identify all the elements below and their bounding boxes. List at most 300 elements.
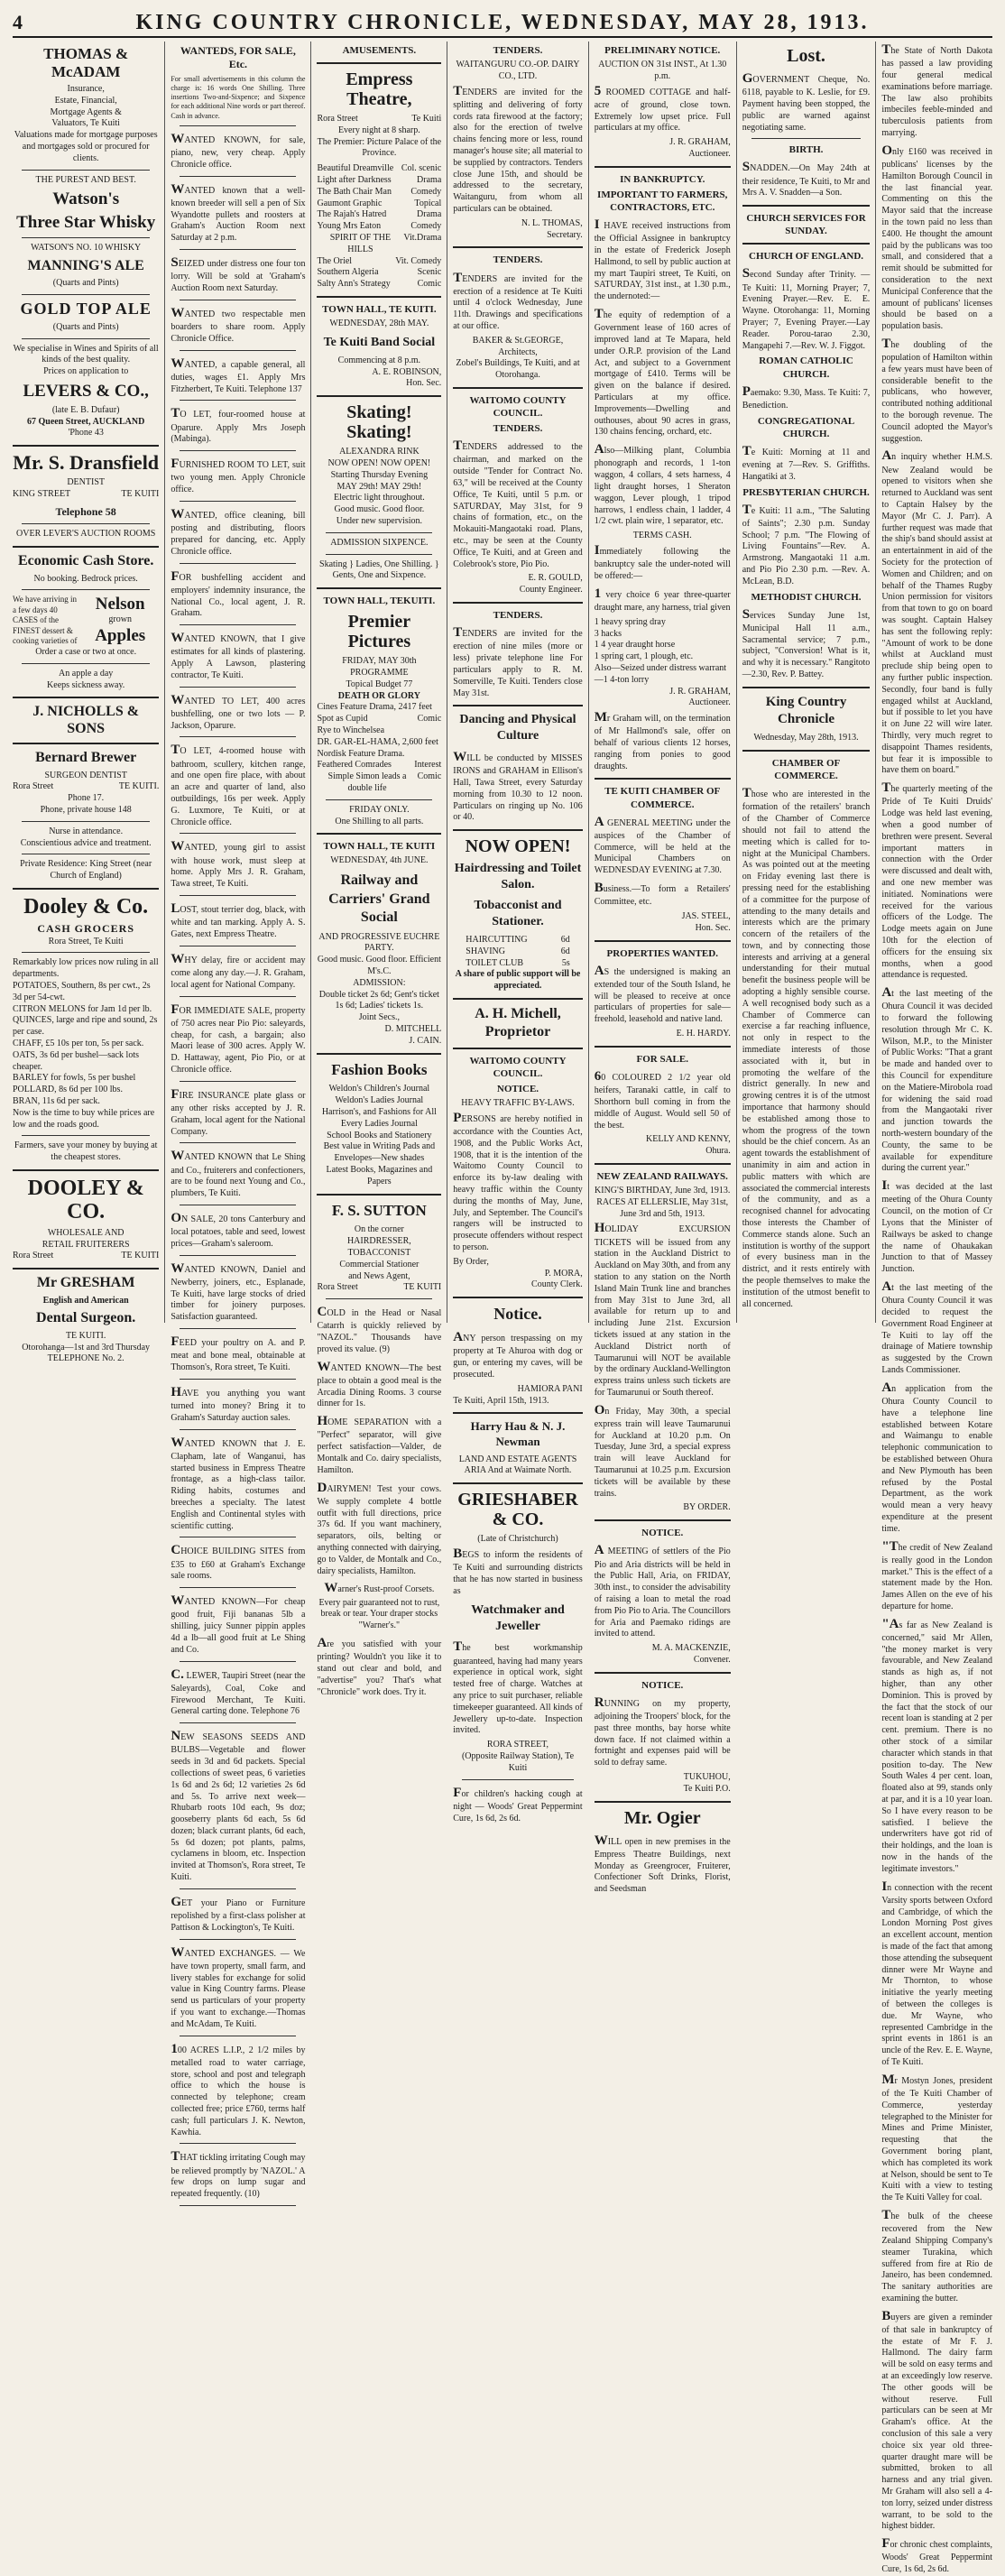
divider [180,400,296,401]
classified-ad: GET your Piano or Furniture repolished by a first-class polisher at Pattison & Lockington's, Te Kuiti. [171,1894,306,1933]
purest-best: THE PUREST AND BEST. [35,174,136,185]
te-kuiti: TE KUITI [403,1282,442,1293]
for-sale-heading: FOR SALE. [636,1053,688,1065]
thomas-line: Estate, Financial, [54,95,117,106]
row-label: Nordisk Feature Drama. [317,748,405,759]
column-4 [447,42,587,1824]
rora-street: Rora Street [317,114,358,125]
divider [22,523,150,524]
rora-street: RORA STREET, [486,1740,549,1750]
divider [462,1779,573,1780]
skating-heading: Skating! Skating! [346,402,412,443]
divider [317,587,441,589]
tender-ad: TENDERS addressed to the chairman, and marked on the outside "Tender for Contract No. 63," will be received at the County Office, Te Kuiti, until 5 p.m. or SATURDAY, May 31st, for 9 chains of formation, etc., on the Mokauiti-Mangaotaki road. Plans, etc., may be seen at the County Office, Te Kuiti, and at Green and Colebrook's store, Pio Pio. [453,439,583,569]
alexandra-rink: ALEXANDRA RINK [339,447,420,457]
divider [595,940,731,942]
cottage-ad: 5 ROOMED COTTAGE and half-acre of ground, close town. Extremely low upset price. Full particulars at my office. [594,83,731,134]
empress-heading: Empress Theatre, [346,69,413,110]
newspaper-title: KING COUNTRY CHRONICLE, WEDNESDAY, MAY 28, 1913. [135,11,870,34]
signature: N. L. THOMAS, [521,217,583,228]
sutton-line: Commercial Stationer [339,1259,420,1270]
programme-item [317,256,441,268]
classified-ad: WANTED KNOWN, that I give estimates for all kinds of plastering. Apply A Lawson, plastering contractor, Te Kuiti. [171,631,306,680]
watsons-heading: Watson's [52,189,120,209]
price-item: BRAN, 11s 6d per sack. [13,1096,100,1106]
fashion-item: School Books and Stationery [327,1130,432,1140]
items-list [595,617,731,687]
divider [326,1298,432,1299]
page-number: 4 [13,11,23,33]
divider [180,624,296,625]
divider [326,554,432,555]
joint-secs: Joint Secs., [358,1012,400,1023]
divider [326,532,432,533]
divider [13,546,159,548]
signature: KELLY AND KENNY, [646,1134,731,1145]
programme-item [317,267,441,279]
divider [453,998,582,1000]
cash-grocers: CASH GROCERS [37,922,135,936]
surgeon-dentist: SURGEON DENTIST [44,770,127,780]
column-5 [588,42,736,1895]
one-shilling: One Shilling to all parts. [335,816,424,826]
tenders-heading: TENDERS. [493,423,543,435]
news-paragraph: At the last meeting of the Ohura Council it was decided to forward the following resolution through Mr C. K. Wilson, M.P., to the Minister of Public Works: "That a grant be made and handed over to this Council for expenditure on the Matiere-Mirobola road for widening the said road from the Mangaotaki river and junction towards the north-western boundary of the County, the same to be available for expenditure during the current year." [881,985,993,1174]
sale-item: 1 4 year draught horse [594,640,676,651]
divider [453,387,582,389]
rora-street: Rora Street [317,1282,358,1293]
divider [13,697,159,698]
brewer-heading: Bernard Brewer [35,750,137,766]
railway-social-heading: Railway and Carriers' Grand Social [328,873,430,926]
divider [595,1801,731,1803]
otorohanga: Otorohanga—1st and 3rd Thursday [22,1342,151,1353]
divider [453,246,582,248]
watchmaker-heading: Watchmaker and Jeweller [471,1602,565,1633]
signature: J. R. GRAHAM, [669,686,731,697]
conscientious: Conscientious advice and treatment. [20,837,152,848]
row-value: Drama [417,175,442,186]
row-label: Young Mrs Eaton [317,221,382,232]
electric: Electric light throughout. [333,493,425,503]
divider [22,294,150,295]
news-paragraph: Mr Mostyn Jones, president of the Te Kuiti Chamber of Commerce, yesterday telegraphed to the Minister for Mines and Prime Minister, requesting that the Government boring plant, which has completed its work at Nelson, should be sent to Te Kuiti with a view to testing the Te Kuiti Valley for coal. [881,2072,993,2203]
classified-ad: WANTED EXCHANGES. — We have town property, small farm, and livery stables for exchange for solid value in King Country farms. Please send us particulars of your property if you want to exchange.—Thomas and McAdam, Te Kuiti. [171,1944,306,2029]
coe-text: Second Sunday after Trinity. — Te Kuiti: 11, Morning Prayer; 7, Evening Prayer.—Rev. E. E. Wayne. Otorohanga: 11, Morning Prayer; 7, Evening Prayer.—Lay Reader. Porou-tarao 2.30, Mangapehi 7.—Rev. W. J. Figgot. [742,266,871,351]
columns [7,42,998,2575]
programme-item [317,163,441,175]
hon-sec: Hon. Sec. [406,378,442,389]
michell-heading: A. H. Michell, Proprietor [475,1005,561,1040]
divider [22,170,150,171]
nelson-word: Nelson [95,595,145,614]
birthday: KING'S BIRTHDAY, June 3rd, 1913. [595,1185,731,1196]
under-new: Under new supervision. [336,515,422,526]
divider [13,1169,159,1171]
signature: E. H. HARDY. [676,1029,731,1039]
rora-street: Rora Street [13,1251,54,1261]
divider [180,249,296,250]
pres-heading: PRESBYTERIAN CHURCH. [742,486,870,498]
price-row [466,935,569,946]
races: RACES AT ELLERSLIE, May 31st, June 3rd and 5th, 1913. [596,1196,729,1219]
signature-role: County Engineer. [519,585,583,596]
row-label: Beautiful Dreamville [317,163,394,174]
wholesale: WHOLESALE AND [47,1227,124,1238]
te-kuiti: TE KUITI [121,489,160,500]
te-kuiti: TE KUITI. [65,1330,106,1341]
double-ticket: Double ticket 2s 6d; Gent's ticket 1s 6d; Ladies' tickets 1s. [318,989,439,1011]
band-social-heading: Te Kuiti Band Social [323,335,436,349]
wed-4: WEDNESDAY, 4th JUNE. [330,855,429,866]
cong-text: Te Kuiti: Morning at 11 and evening at 7—Rev. S. Griffiths. Hangatiki at 3. [742,443,871,482]
news-paragraph: Only £160 was received in publicans' licenses by the Hamilton Borough Council in the last financial year. Commenting on this the Mayor said that the increase in the town paid no less than £400. He thought the amount paid by the publicans was too small, and considered that a remit should be submitted for consideration to the next Municipal Conference that the amount of publicans' licenses should be based on a population basis. [881,143,993,332]
fashion-item: Latest Books, Magazines and Papers [326,1164,433,1186]
fashion-list [317,1084,441,1187]
signature: M. A. MACKENZIE, [651,1643,731,1654]
price-item: OATS, 3s 6d per bushel—sack lots cheaper. [13,1049,139,1072]
friday-ad: On Friday, May 30th, a special express train will leave Taumarunui for Auckland at 10.20 p.m. On Tuesday, June 3rd, a special express train will leave Auckland for Taumarunui at 10.25 p.m. Excursion tickets will be available by these trains. [594,1402,731,1499]
divider [180,2205,296,2206]
classified-ad: THAT tickling irritating Cough may be relieved promptly by 'NAZOL.' A few drops on lump sugar and repeated frequently. (10) [171,2149,306,2200]
classified-ad: ON SALE, 20 tons Canterbury and local potatoes, table and seed, lowest prices—Graham's saleroom. [171,1210,306,1249]
classified-ad: WANTED TO LET, 400 acres bushfelling, one or two lots — P. Jackson, Oparure. [171,692,306,731]
classified-ad: WANTED KNOWN, Daniel and Newberry, joiners, etc., Esplanade, Te Kuiti, have large stocks of dried timber for joinery purposes. Satisfaction guaranteed. [171,1260,306,1323]
now-open-heading: NOW OPEN! [465,836,571,857]
row-label: TOILET CLUB [466,957,524,968]
address-row [13,781,159,793]
sale-item: 1 spring cart, 1 plough, etc. [594,651,694,662]
divider [180,1255,296,1256]
nzr-heading: NEW ZEALAND RAILWAYS. [596,1170,728,1182]
signature-role: Hon. Sec. [695,922,731,933]
commencing: Commencing at 8 p.m. [337,355,421,365]
row-value: Comic [417,279,442,290]
town-hall3-heading: TOWN HALL, TE KUITI [323,841,436,853]
divider [180,687,296,688]
programme-item [317,737,441,749]
kcc-heading: King Country Chronicle [765,694,847,726]
terms: TERMS CASH. [632,531,692,541]
bankruptcy-heading: IN BANKRUPTCY. [620,173,705,185]
programme-item [317,221,441,233]
wanteds-heading: WANTEDS, FOR SALE, Etc. [180,44,296,71]
friday-only: FRIDAY ONLY. [349,804,410,815]
dairymen-ad: DAIRYMEN! Test your cows. We supply complete 4 bottle outfit with full directions, price 37s 6d. If you want machinery, separators, oils, belting or anything connected with dairying, go to Valder, de Montalk and Co., dairy specialists, Hamilton. [317,1480,442,1576]
dentist-label: DENTIST [67,477,105,488]
divider [180,176,296,177]
tender-ad: TENDERS are invited for the erection of a residence at Te Kuiti until 4 o'clock Wednesday, June 11th. Drawings and specifications at our office. [453,270,583,332]
zobel: Zobel's Buildings, Te Kuiti, and at Otorohanga. [456,358,580,381]
may-29: MAY 29th! MAY 29th! [337,481,422,492]
rc-text: Paemako: 9.30, Mass. Te Kuiti: 7, Benediction. [742,383,871,411]
divider [595,778,731,780]
divider [317,1053,441,1055]
address-row [13,1251,159,1262]
divider [317,395,441,397]
classified-ad: WANTED two respectable men boarders to share room. Apply Chronicle Office. [171,305,306,344]
hairdressing-heading: Hairdressing and Toilet Salon. [454,862,582,892]
waitomo2-heading: WAITOMO COUNTY COUNCIL. [469,1055,567,1079]
price-item: Remarkably low prices now ruling in all departments. [13,957,159,980]
death-or-glory: DEATH OR GLORY [337,690,420,701]
cheque-ad: GOVERNMENT Cheque, No. 6118, payable to K. Leslie, for £9. Payment having been stopped, the public are warned against negotiating same. [742,71,871,133]
programme-item [317,209,441,221]
address-row [317,1282,441,1294]
row-value: 5s [561,957,570,968]
news-paragraph: The doubling of the population of Hamilton within a few years must have been of considerable benefit to the publicans, who however, contributed nothing additional to the borough revenue. The Council adopted the Mayor's suggestion. [881,336,993,444]
divider [453,1412,582,1414]
dooley-heading: Dooley & Co. [23,894,149,919]
news-paragraph: "The credit of New Zealand is really good in the London market." This is the effect of a statement made by the Hon. James Allen on the eve of his departure for home. [881,1538,993,1611]
row-label: Cines Feature Drama, 2417 feet [317,702,432,713]
topical-budget: Topical Budget 77 [346,679,413,689]
sale-item: 3 hacks [594,628,622,639]
sutton-line: and News Agent, [348,1270,410,1281]
ogier-heading: Mr. Ogier [623,1807,701,1828]
starting: Starting Thursday Evening [330,469,429,480]
programme-item [317,702,441,714]
classified-ad: FEED your poultry on A. and P. meat and bone meal, obtainable at Thomson's, Rora street, Te Kuiti. [171,1334,306,1373]
programme-item [317,725,441,737]
classified-ad: TO LET, four-roomed house at Oparure. Apply Mrs Joseph (Mabinga). [171,406,306,445]
divider [180,996,296,997]
private-residence: Private Residence: King Street (near Church of England) [20,859,152,882]
row-label: HAIRCUTTING [466,934,528,945]
te-kuiti: Te Kuiti [411,114,442,125]
premier-pictures-heading: Premier Pictures [347,612,411,652]
classified-ad: CHOICE BUILDING SITES from £35 to £60 at Graham's Exchange sale rooms. [171,1543,306,1582]
tenders-heading: TENDERS. [493,610,543,622]
bylaw-ad: PERSONS are hereby notified in accordance with the Counties Act, 1908, and the Public Works Act, 1908, that it is the intention of the Waitomo County Council to enforce its by-law dealing with heavy traffic within the County during the months of May, June, July, and September. The Council's rangers will be instructed to prosecute offenders without respect to person. [453,1110,583,1253]
column-2 [164,42,310,2200]
row-value: Comedy [410,186,442,197]
divider [180,563,296,564]
divider [180,1587,296,1588]
snadden-ad: SNADDEN.—On May 24th at their residence, Te Kuiti, to Mr and Mrs A. V. Snadden—a Son. [742,160,871,199]
auction-line: AUCTION ON 31st INST., At 1.30 p.m. [598,60,727,81]
printing-ad: Are you satisfied with your printing? Wouldn't you like it to stand out clear and bold, and "advertise" you? That's what "Chronicle" work does. Try it. [317,1635,442,1697]
row-label: Rye to Winchelsea [317,725,385,736]
price-item: POTATOES, Southern, 8s per cwt., 2s 3d per 54-cwt. [13,981,151,1002]
signature: JAS. STEEL, [681,911,731,921]
english-american: English and American [42,1295,129,1306]
equity-ad: The equity of redemption of a Government lease of 160 acres of improved land at Te Mapara, held under O.R.P. provision of the Land Act, and subject to a Government mortgage of £410. Terms will be given on the balance if desired. Particulars at my office. Improvements—Dwelling and outhouses, about 90 acres in grass, 130 chains fencing, orchard, etc. [594,307,731,438]
classified-ad: NEW SEASONS SEEDS AND BULBS—Vegetable and flower seeds in 3d and 6d packets. Special collections of sweet peas, 6 varieties 1s 6d and 2s 6d; 12 varieties 2s 6d and 5s. To arrive next week—Rhubarb roots 10d each, 9s doz; gooseberry plants 6d each, 5s 6d dozen; black currant plants, 6d each, 5s 6d dozen; pot plants, palms, cyclamens in bloom, etc. Inspection invited at Thomson's, Rora street, Te Kuiti. [171,1729,306,1883]
divider [180,833,296,834]
programme-item [317,749,441,761]
price-item: CHAFF, £5 10s per ton, 5s per sack. [13,1039,144,1049]
row-label: SHAVING [466,946,505,956]
price-item: Now is the time to buy while prices are low and the roads good. [13,1107,155,1130]
price-item: QUINCES, large and ripe and sound, 2s per case. [13,1015,158,1038]
divider [317,833,441,835]
classified-ad: FOR bushfelling accident and employers' indemnity insurance, the National Co., local agent, J. R. Graham. [171,568,306,619]
row-value: Col. scenic [401,163,442,174]
row-value: Topical [414,198,442,208]
te-kuiti: TE KUITI [121,1251,160,1261]
every-night: Every night at 8 sharp. [337,125,420,135]
divider [13,1268,159,1270]
over-levers: OVER LEVER'S AUCTION ROOMS [16,529,156,540]
row-value: Comic [417,714,442,725]
news-paragraph: The quarterly meeting of the Pride of Te Kuiti Druids' Lodge was held last evening, when a good number of brethren were present. Several important matters in connection with the Order were discussed and dealt with, and one new member was initiated. Nominations were received for the various officers of the Lodge. The Lodge meets again on June 10th for the election of officers for the ensuing six months, when a good attendance is requested. [881,780,993,981]
admission: ADMISSION SIXPENCE. [330,537,429,548]
wanteds-intro: For small advertisements in this column the charge is: 16 words One Shilling. Three insertions Two-and-Sixpence; and Sixpence for each additional Nine words or part thereof. Cash in advance. [171,74,306,120]
meeting-ad: A MEETING of settlers of the Pio Pio and Aria districts will be held in the Public Hall, Aria, on FRIDAY, 30th inst., to consider the advisability of raising a loan to metal the road from Pio Pio to Aria. The Councillors for Aria and Paemako ridings are invited to attend. [594,1543,731,1639]
begs-ad: BEGS to inform the residents of Te Kuiti and surrounding districts that he has now started in business as [453,1547,583,1596]
thomas-mcadam-heading: THOMAS & McADAM [43,45,129,80]
programme-item [317,760,441,771]
programme-item [317,279,441,291]
news-paragraph: At the last meeting of the Ohura County Council it was decided to request the Government Road Engineer at Te Kuiti to lay off the drainage of Matiere township as suggested by the Crown Lands Commissioner. [881,1279,993,1375]
divider [180,1081,296,1082]
divider [595,166,731,168]
signature-role: Secretary. [547,229,583,240]
row-value: 6d [560,946,570,956]
classified-ad: WANTED KNOWN that J. E. Clapham, late of Wanganui, has started business in Empress Theatre frontage, as a high-class tailor. Riding habits, costumes and breeches a specialty. The latest English and Continental styles with scientific cutting. [171,1435,306,1531]
classified-ad: FIRE INSURANCE plate glass or any other risks accepted by J. R. Graham, local agent for the National Company. [171,1086,306,1137]
warner-ad: Warner's Rust-proof Corsets. Every pair guaranteed not to rust, break or tear. Your draper stocks "Warner's." [318,1581,440,1631]
notice2-heading: Notice. [493,1305,542,1324]
dooley-price-list [13,957,159,1131]
sutton-lines [317,1224,441,1282]
column-3 [310,42,447,1697]
skating-prices: Skating } Ladies, One Shilling. } Gents, One and Sixpence. [319,559,439,581]
row-label: The Oriel [317,255,353,266]
fashion-item: Best value in Writing Pads and Envelopes—New shades [323,1141,436,1164]
notice2-heading: NOTICE. [641,1679,684,1691]
mannings-sub: (Quarts and Pints) [52,278,119,289]
immediately: Immediately following the bankruptcy sale the under-noted will be offered:— [594,542,731,581]
cough-ad: For children's hacking cough at night — Woods' Great Peppermint Cure, 1s 6d, 2s 6d. [453,1785,583,1824]
row-value: Vit.Drama [403,233,442,244]
prices-note: Prices on application to [43,366,129,377]
row-value: 6d [560,934,570,945]
divider [180,2143,296,2144]
sale-item: Also—Seized under distress warrant —1 4-ton lorry [594,662,727,685]
levers-heading: LEVERS & CO., [23,382,149,402]
cain: J. CAIN. [409,1035,442,1046]
sutton-heading: F. S. SUTTON [331,1201,427,1219]
land-agents: LAND AND ESTATE AGENTS [458,1454,577,1464]
row-value: Comic [417,771,442,782]
masthead [13,9,992,38]
properties-heading: PROPERTIES WANTED. [606,947,718,959]
signature: HAMIORA PANI [517,1383,583,1394]
divider [180,1888,296,1889]
thomas-line: Mortgage Agents & [50,106,122,117]
important-heading: IMPORTANT TO FARMERS, CONTRACTORS, ETC. [597,189,728,213]
divider [13,743,159,744]
classified-ad: WANTED KNOWN, for sale, piano, new, very cheap. Apply Chronicle office. [171,131,306,170]
row-label: DR. GAR-EL-HAMA, 2,600 feet [317,736,438,747]
divider [180,1142,296,1143]
keeps-sickness: Keeps sickness away. [47,679,125,690]
classified-ad: WANTED, a capable general, all duties, wages £1. Apply Mrs Fitzherbert, Te Kuiti. Telephone 137 [171,355,306,394]
divider [595,1046,731,1048]
row-label: Spot as Cupid [317,714,368,725]
levers-sub: (late E. B. Dufaur) [51,404,120,415]
row-label: Feathered Comrades [317,760,392,771]
offered: 1 very choice 6 year three-quarter draught mare, any harness, trial given [594,586,731,613]
coc-text: Those who are interested in the formation of the retailers' branch of the Chamber of Commerce should not fail to attend the meeting which is called for to-night at the Municipal Chambers. As was pointed out at the meeting on Friday evening last there is pressing need for the establishing of a committee for the purpose of attending to the many details and interests which are the primary concern of the retailers of the town, and by connecting those interests and arriving at a general understanding for their mutual benefit the business people will be adopting a highly sensible course. A well recognised body such as a Chamber of Commerce can exercise a far reaching influence, not only in respect to the immediate interests of those associated with it, but in promoting the welfare of the district generally. In new and growing centres it is of the utmost importance that harmony should be established among those to whom the progress of the town should be the chief concern. As an agent towards the establishment of unanimity in aim and action in public matters with which are associated the commercial interests of the community, and as a recognised channel for advocating those interests the Chamber of Commerce stands alone. Such an institution is worthy of the support of every business man in the district, and it rests entirely with the people themselves to make the institution of the utmost benefit to all concerned. [742,786,871,1309]
divider [180,350,296,351]
divider [595,1519,731,1521]
mitchell: D. MITCHELL [384,1024,442,1035]
dransfield-heading: Mr. S. Dransfield [13,451,160,475]
classified-ad: WANTED KNOWN that Le Shing and Co., fruiterers and confectioners, are to be found next Young and Co., plumbers, Te Kuiti. [171,1149,306,1199]
classified-ad: WANTED KNOWN—For cheap good fruit, Fiji bananas 5lb a shilling, juicy Sunner pippin apples 4d a lb—all good fruit at Le Shing and Co. [171,1593,306,1655]
notice-heading: NOTICE. [641,1528,684,1539]
rora-te-kuiti: Rora Street, Te Kuiti [48,936,124,946]
church-services-heading: CHURCH SERVICES FOR SUNDAY. [746,213,866,237]
row-value: Vit. Comedy [395,255,442,266]
king-street: KING STREET [13,489,71,500]
signature-role: Ohura. [705,1146,731,1157]
divider [595,1163,731,1165]
nurse: Nurse in attendance. [49,826,124,836]
town-hall2-heading: TOWN HALL, TEKUITI. [323,596,436,607]
signature-role: County Clerk. [531,1279,583,1290]
news-paragraph: An inquiry whether H.M.S. New Zealand would be opened to visitors when she returned to Auckland was sent to Captain Halsey by the Mayor (Mr C. J. Parr). A further request was made that the ship's band should assist at an entertainment in aid of the Society for the protection of Women and Children; and on behalf of the Thames Rugby Union permission for visitors from that town to go on board was sought. Captain Halsey has sent the following reply: "Amount of work to be done whilst at Auckland must preclude ship being open to any further public inspection. Secondly, four band is fully engaged whilst at Auckland, but if possible to let you have it on June 22 will wire later. Thirdly, very much regret to disappoint Thames residents, but fear it is impossible to have them on board." [881,448,993,776]
programme-list [317,702,441,794]
classified-ad: WHY delay, fire or accident may come along any day.—J. R. Graham, local agent for National Company. [171,951,306,990]
divider [22,338,150,339]
coc-heading: CHAMBER OF COMMERCE. [771,757,841,782]
programme-list [317,163,441,291]
divider [453,1482,582,1484]
divider [22,663,150,664]
nicholls-heading: J. NICHOLLS & SONS [32,704,140,736]
three-star-heading: Three Star Whisky [16,213,156,233]
signature: E. R. GOULD, [528,573,583,584]
row-label: Gaumont Graphic [317,198,383,208]
sutton-line: On the corner [354,1224,404,1235]
divider [180,125,296,126]
row-label: Light after Darkness [317,175,392,186]
cong-heading: CONGREGATIONAL CHURCH. [757,415,855,439]
divider [13,888,159,890]
column-6 [736,42,876,1323]
classified-ad: FURNISHED ROOM TO LET, suit two young men. Apply Chronicle office. [171,457,306,495]
dooley2-heading: DOOLEY & CO. [27,1176,144,1224]
birth-heading: BIRTH. [788,144,824,156]
euchre: AND PROGRESSIVE EUCHRE PARTY. [318,931,440,954]
by-order: By Order, [453,1256,489,1267]
ogier-ad: WILL open in new premises in the Empress Theatre Buildings, next Monday as Greengrocer, Fruiterer, Confectioner Soft Drinks, Florist, and Seedsman [594,1833,731,1895]
row-value: Scenic [417,267,442,278]
classified-ad: WANTED known that a well-known breeder will sell a pen of Six Wyandotte pullets and roosters at Graham's Auction Room next Saturday at 2 p.m. [171,181,306,244]
divider [22,952,150,953]
classified-ad: LOST, stout terrier dog, black, with white and tan marking. Apply A. S. Gates, next Empress Theatre. [171,901,306,939]
news-paragraphs [881,42,992,2576]
thomas-line: Insurance, [67,84,105,95]
apple-day: An apple a day [59,668,114,679]
holiday-ad: HOLIDAY EXCURSION TICKETS will be issued from any station in the Auckland District to Auckland on May 30th, and from any station to any station on the North Island Main Trunk line and branches from May 31st to June 3rd, all available for return up to and including June 21st. Excursion tickets issued at any station in the Auckland District north of Taumarunui will NOT be available by the ordinary Auckland-Wellington express trains unless such tickets are for Taumarunui or South thereof. [594,1221,731,1398]
tender-ad: TENDERS are invited for the erection of nine miles (more or less) private telephone line For particulars apply to R. M. Somerville, Te Kuiti. Tenders close May 31st. [453,625,583,698]
tenders-heading: TENDERS. [493,254,543,266]
news-paragraph: The bulk of the cheese recovered from the New Zealand Shipping Company's steamer Turakina, which suffered from fire at Rio de Janeiro, has been condemned. The sanitary authorities are examining the butter. [881,2207,993,2304]
waitomo-heading: WAITOMO COUNTY COUNCIL. [469,395,567,420]
wines-note: We specialise in Wines and Spirits of all kinds of the best quality. [13,343,159,365]
programme-item [317,175,441,187]
apples-word: Apples [95,626,146,646]
programme-word: PROGRAMME [350,668,409,679]
divider [317,296,441,298]
news-paragraph: An application from the Ohura County Council to have a telephone line established between Kotare and Waimangu to enable telephonic communication to be established between Ohura and New Plymouth has been refused by the Postal Department, as the work would mean a very heavy expenditure at the present time. [881,1380,993,1534]
share-note: A share of public support will be appreciated. [455,969,581,992]
